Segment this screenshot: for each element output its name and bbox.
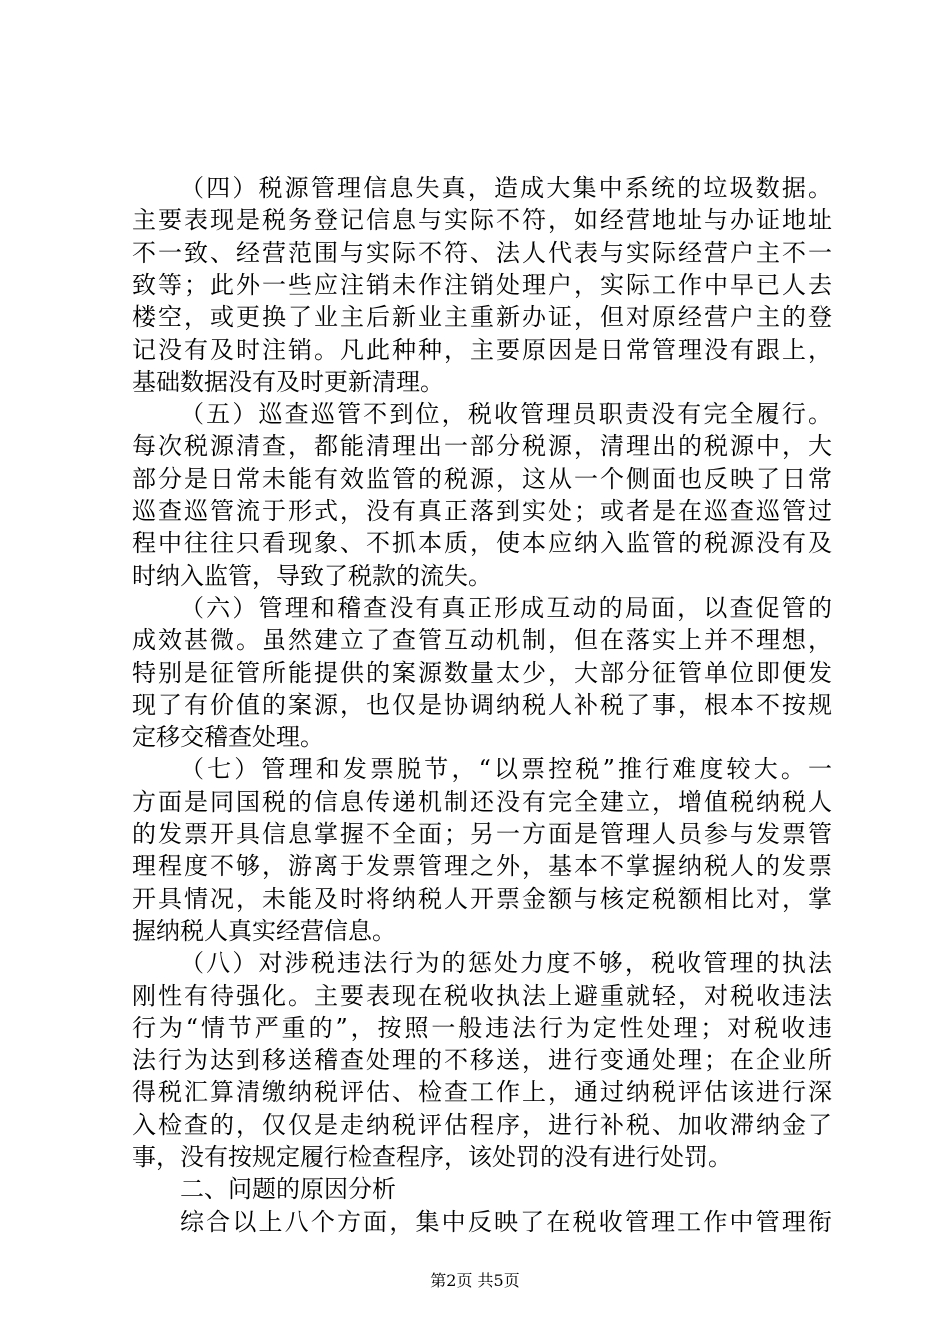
paragraph-5-last-line: 时纳入监管，导致了税款的流失。 (132, 561, 492, 590)
paragraph-4-line: 记没有及时注销。凡此种种，主要原因是日常管理没有跟上， (132, 335, 832, 364)
paragraph-6-line: 特别是征管所能提供的案源数量太少，大部分征管单位即便发 (132, 658, 832, 687)
paragraph-7-line: 的发票开具信息掌握不全面；另一方面是管理人员参与发票管 (132, 820, 832, 848)
paragraph-5-line: 每次税源清查，都能清理出一部分税源，清理出的税源中，大 (132, 432, 832, 461)
closing-paragraph-line: 综合以上八个方面，集中反映了在税收管理工作中管理衔 (180, 1207, 832, 1236)
paragraph-7-line: 理程度不够，游离于发票管理之外，基本不掌握纳税人的发票 (132, 852, 832, 881)
paragraph-6-line: 成效甚微。虽然建立了查管互动机制，但在落实上并不理想， (132, 626, 832, 655)
paragraph-5-line: 部分是日常未能有效监管的税源，这从一个侧面也反映了日常 (132, 464, 832, 493)
paragraph-6-line: 现了有价值的案源，也仅是协调纳税人补税了事，根本不按规 (132, 690, 832, 719)
paragraph-8-line: 得税汇算清缴纳税评估、检查工作上，通过纳税评估该进行深 (132, 1078, 832, 1107)
paragraph-7-line: 开具情况，未能及时将纳税人开票金额与核定税额相比对，掌 (132, 884, 832, 913)
paragraph-4-heading-line: （四）税源管理信息失真，造成大集中系统的垃圾数据。 (180, 174, 832, 202)
paragraph-4-line: 主要表现是税务登记信息与实际不符，如经营地址与办证地址 (132, 206, 832, 235)
paragraph-8-heading-line: （八）对涉税违法行为的惩处力度不够，税收管理的执法 (180, 949, 832, 978)
paragraph-8-last-line: 事，没有按规定履行检查程序，该处罚的没有进行处罚。 (132, 1143, 732, 1171)
paragraph-4-line: 不一致、经营范围与实际不符、法人代表与实际经营户主不一 (132, 238, 832, 267)
paragraph-6-last-line: 定移交稽查处理。 (132, 723, 324, 752)
section-heading-line: 二、问题的原因分析 (180, 1175, 396, 1204)
paragraph-4-last-line: 基础数据没有及时更新清理。 (132, 367, 444, 396)
paragraph-7-line: 方面是同国税的信息传递机制还没有完全建立，增值税纳税人 (132, 787, 832, 816)
paragraph-8-line: 入检查的，仅仅是走纳税评估程序，进行补税、加收滞纳金了 (132, 1110, 832, 1139)
paragraph-6-heading-line: （六）管理和稽查没有真正形成互动的局面，以查促管的 (180, 593, 832, 622)
paragraph-7-last-line: 握纳税人真实经营信息。 (132, 916, 396, 945)
paragraph-8-line: 刚性有待强化。主要表现在税收执法上避重就轻，对税收违法 (132, 981, 832, 1010)
paragraph-4-line: 致等；此外一些应注销未作注销处理户，实际工作中早已人去 (132, 270, 832, 299)
page-number-footer: 第2页 共5页 (430, 1271, 520, 1290)
paragraph-5-heading-line: （五）巡查巡管不到位，税收管理员职责没有完全履行。 (180, 400, 832, 429)
paragraph-5-line: 程中往往只看现象、不抓本质，使本应纳入监管的税源没有及 (132, 529, 832, 558)
paragraph-8-line: 法行为达到移送稽查处理的不移送，进行变通处理；在企业所 (132, 1046, 832, 1075)
paragraph-4-line: 楼空，或更换了业主后新业主重新办证，但对原经营户主的登 (132, 303, 832, 332)
paragraph-5-line: 巡查巡管流于形式，没有真正落到实处；或者是在巡查巡管过 (132, 497, 832, 525)
paragraph-8-line: 行为“情节严重的”，按照一般违法行为定性处理；对税收违 (132, 1013, 832, 1042)
paragraph-7-heading-line: （七）管理和发票脱节，“以票控税”推行难度较大。一 (180, 755, 832, 784)
